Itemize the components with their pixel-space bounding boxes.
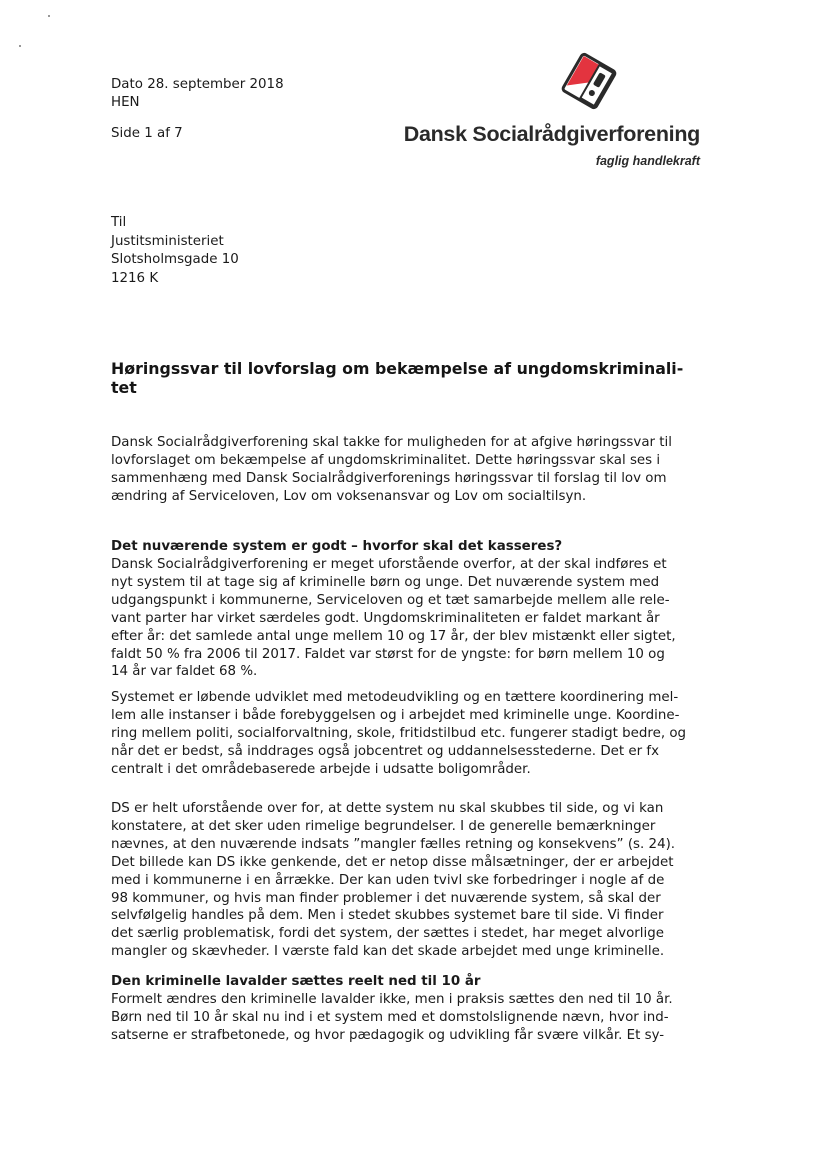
text-line: det særlig problematisk, fordi det system, der sættes i stedet, har meget alvorlige bbox=[111, 926, 664, 942]
text-line: lem alle instanser i både forebyggelsen og i arbejdet med kriminelle unge. Koordine- bbox=[111, 707, 680, 723]
text-line: nævnes, at den nuværende indsats ”mangler fælles retning og konsekvens” (s. 24). bbox=[111, 836, 676, 852]
title-line: tet bbox=[111, 378, 137, 397]
text-line: DS er helt uforstående over for, at dette system nu skal skubbes til side, og vi kan bbox=[111, 801, 664, 816]
author-initials: HEN bbox=[111, 95, 140, 110]
intro-paragraph bbox=[111, 434, 709, 506]
text-line: lovforslaget om bekæmpelse af ungdomskriminalitet. Dette høringssvar skal ses i bbox=[111, 452, 661, 468]
text-line: Dansk Socialrådgiverforening skal takke for muligheden for at afgive høringssvar til bbox=[111, 435, 672, 450]
text-line: når det er bedst, så inddrages også jobcentret og uddannelsesstederne. Det er fx bbox=[111, 743, 660, 759]
section-heading: Det nuværende system er godt – hvorfor skal det kasseres? bbox=[111, 539, 563, 554]
section1-paragraph1 bbox=[111, 556, 709, 681]
organization-name: Dansk Socialrådgiverforening bbox=[403, 122, 700, 146]
section1-paragraph2 bbox=[111, 689, 709, 779]
text-line: selvfølgelig handles på dem. Men i stedet skubbes systemet bare til side. Vi finder bbox=[111, 908, 664, 924]
section2-paragraph1 bbox=[111, 991, 709, 1045]
text-line: sammenhæng med Dansk Socialrådgiverforenings høringssvar til forslag til lov om bbox=[111, 470, 667, 486]
text-line: Formelt ændres den kriminelle lavalder ikke, men i praksis sættes den ned til 10 år. bbox=[111, 992, 673, 1007]
address-line: Justitsministeriet bbox=[111, 233, 224, 249]
page-indicator: Side 1 af 7 bbox=[111, 126, 183, 141]
text-line: med i kommunerne i en årrække. Der kan uden tvivl ske forbedringer i nogle af de bbox=[111, 872, 665, 888]
text-line: udgangspunkt i kommunerne, Serviceloven og et tæt samarbejde mellem alle rele- bbox=[111, 592, 670, 608]
recipient-address bbox=[111, 214, 239, 288]
text-line: konstatere, at det sker uden rimelige begrundelser. I de generelle bemærkninger bbox=[111, 818, 656, 834]
text-line: mangler og skævheder. I værste fald kan det skade arbejdet med unge kriminelle. bbox=[111, 944, 665, 960]
title-line: Høringssvar til lovforslag om bekæmpelse af ungdomskriminali- bbox=[111, 359, 684, 378]
text-line: Dansk Socialrådgiverforening er meget uforstående overfor, at der skal indføres et bbox=[111, 557, 667, 572]
document-date: Dato 28. september 2018 bbox=[111, 77, 284, 92]
section1-paragraph3 bbox=[111, 800, 709, 961]
document-title bbox=[111, 359, 721, 397]
text-line: vant parter har virket særdeles godt. Ungdomskriminaliteten er faldet markant år bbox=[111, 610, 660, 626]
text-line: Børn ned til 10 år skal nu ind i et system med et domstolslignende nævn, hvor ind- bbox=[111, 1009, 669, 1025]
section-heading: Den kriminelle lavalder sættes reelt ned til 10 år bbox=[111, 974, 481, 989]
address-line: Til bbox=[111, 215, 127, 230]
organization-logo-icon bbox=[560, 52, 618, 110]
text-line: 14 år var faldet 68 %. bbox=[111, 664, 258, 680]
scan-speck bbox=[48, 15, 50, 17]
address-line: Slotsholmsgade 10 bbox=[111, 252, 239, 267]
text-line: nyt system til at tage sig af kriminelle børn og unge. Det nuværende system med bbox=[111, 574, 660, 590]
text-line: 98 kommuner, og hvis man finder problemer i det nuværende system, så skal der bbox=[111, 890, 661, 906]
text-line: ændring af Serviceloven, Lov om voksenansvar og Lov om socialtilsyn. bbox=[111, 488, 587, 504]
text-line: efter år: det samlede antal unge mellem 10 og 17 år, der blev mistænkt eller sigtet, bbox=[111, 628, 676, 644]
text-line: ring mellem politi, socialforvaltning, skole, fritidstilbud etc. fungerer stadigt bedre, og bbox=[111, 725, 687, 741]
text-line: satserne er strafbetonede, og hvor pædagogik og udvikling får svære vilkår. Et sy- bbox=[111, 1027, 665, 1043]
scan-speck bbox=[19, 45, 21, 47]
organization-tagline: faglig handlekraft bbox=[595, 154, 700, 168]
text-line: faldt 50 % fra 2006 til 2017. Faldet var størst for de yngste: for børn mellem 10 og bbox=[111, 646, 665, 662]
text-line: Det billede kan DS ikke genkende, det er netop disse målsætninger, der er arbejdet bbox=[111, 854, 674, 870]
text-line: centralt i det områdebaserede arbejde i udsatte boligområder. bbox=[111, 761, 531, 777]
address-line: 1216 K bbox=[111, 270, 159, 286]
text-line: Systemet er løbende udviklet med metodeudvikling og en tættere koordinering mel- bbox=[111, 690, 679, 705]
